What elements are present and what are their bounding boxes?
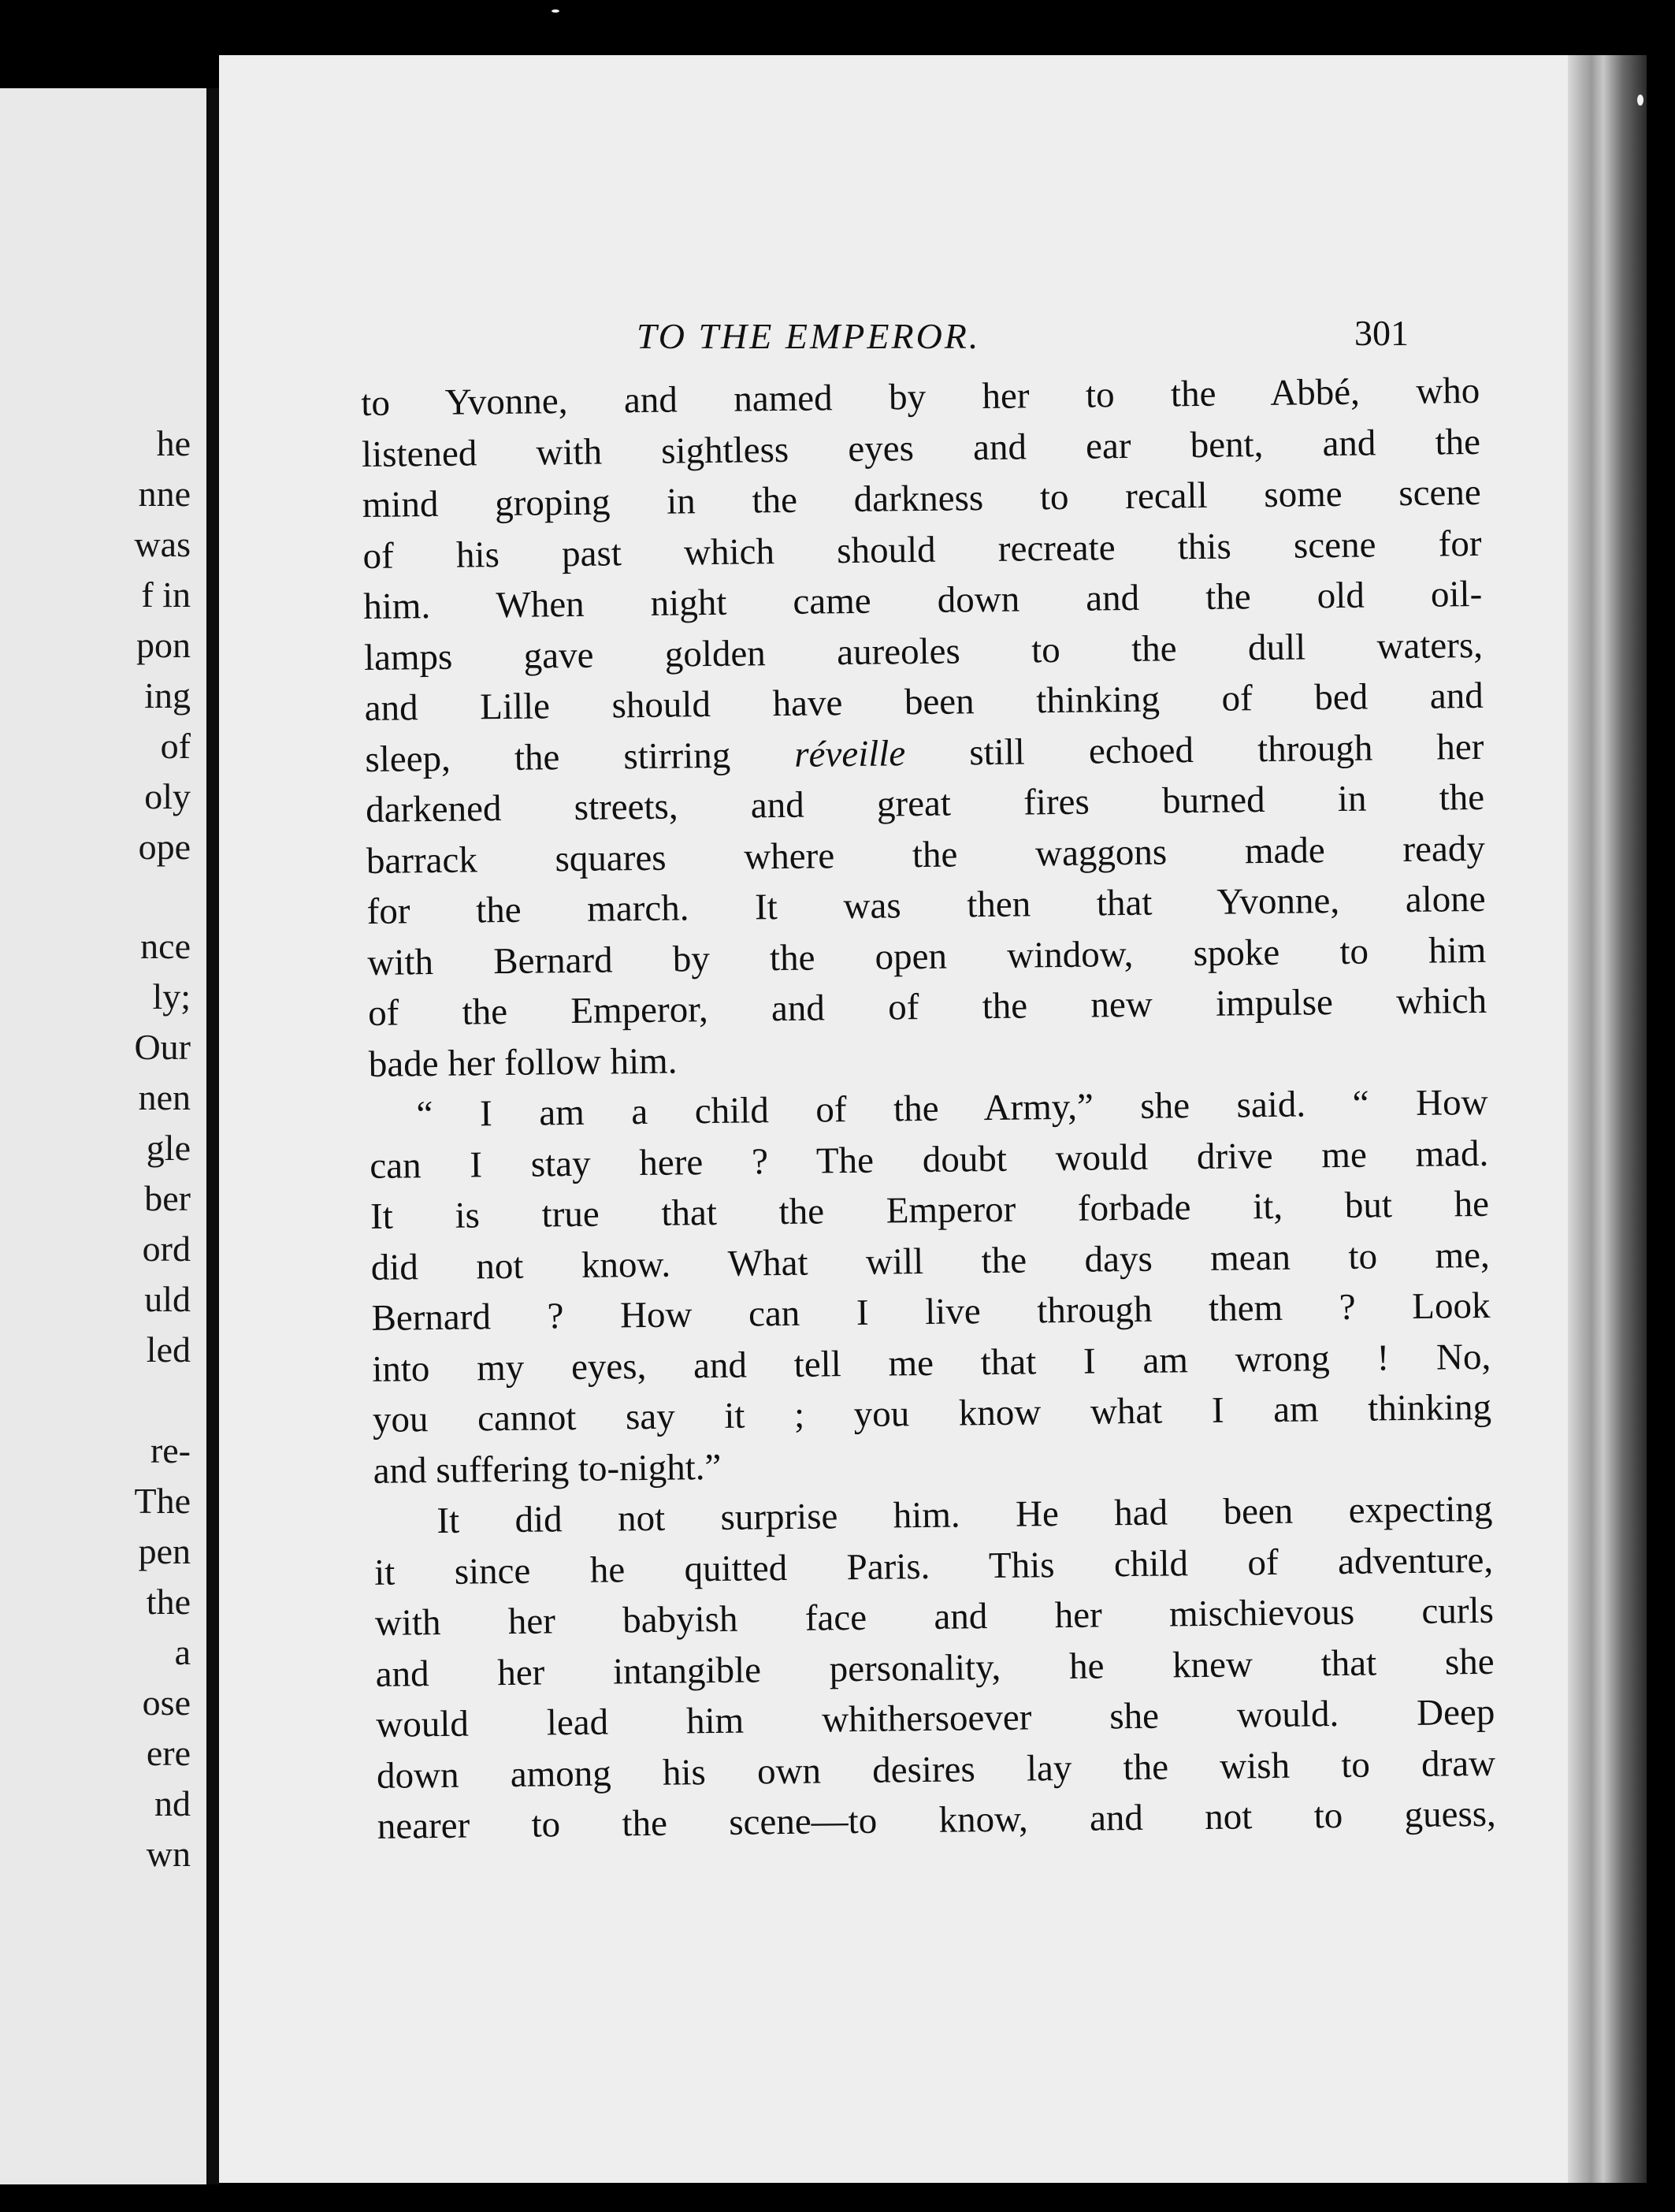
text-line: nearer to the scene—to know, and not to guess, <box>377 1793 1497 1847</box>
left-fragment: nd <box>154 1783 191 1824</box>
left-fragment: uld <box>144 1279 191 1319</box>
left-fragment: oly <box>144 776 191 816</box>
text-line: bade her follow him. <box>368 1040 678 1085</box>
text-line: would lead him whithersoever she would. Deep <box>376 1691 1495 1745</box>
text-line: with Bernard by the open window, spoke to him <box>367 929 1487 983</box>
left-fragment: ose <box>142 1682 191 1723</box>
text-line: It is true that the Emperor forbade it, but he <box>370 1183 1490 1237</box>
left-fragment: he <box>156 423 191 463</box>
text-line: and her intangible personality, he knew that she <box>375 1641 1495 1695</box>
left-fragment: Our <box>134 1027 191 1067</box>
text-line: down among his own desires lay the wish to draw <box>376 1742 1496 1797</box>
paragraph <box>361 366 1487 1090</box>
left-fragment: re- <box>150 1430 191 1470</box>
left-fragment: led <box>146 1329 191 1370</box>
text-line: can I stay here ? The doubt would drive me mad. <box>370 1132 1489 1187</box>
left-fragment: ing <box>144 675 191 716</box>
text-line: and Lille should have been thinking of bed and <box>364 675 1484 729</box>
text-line: did not know. What will the days mean to me, <box>370 1234 1491 1288</box>
left-fragment: ord <box>142 1229 191 1269</box>
left-fragment: nen <box>138 1077 191 1117</box>
text-line: mind groping in the darkness to recall some scene <box>362 471 1482 526</box>
left-fragment: ly; <box>152 976 191 1017</box>
left-fragment: a <box>174 1632 191 1672</box>
left-fragment: The <box>134 1481 191 1521</box>
text-line: for the march. It was then that Yvonne, alone <box>366 878 1486 932</box>
text-line: and suffering to-night.” <box>373 1446 722 1492</box>
text-line: darkened streets, and great fires burned in the <box>365 776 1485 831</box>
left-fragment: nne <box>138 474 191 514</box>
left-fragment: the <box>146 1582 191 1622</box>
running-title: TO THE EMPEROR. <box>637 316 981 356</box>
text-line: you cannot say it ; you know what I am thinking <box>372 1386 1492 1441</box>
left-fragment: pen <box>138 1531 191 1571</box>
text-line: lamps gave golden aureoles to the dull waters, <box>363 624 1484 678</box>
left-fragment: was <box>134 524 191 564</box>
running-head <box>377 315 1409 370</box>
text-line: listened with sightless eyes and ear bent, and the <box>361 421 1481 475</box>
text-line: into my eyes, and tell me that I am wrong ! No, <box>371 1336 1491 1390</box>
text-line: It did not surprise him. He had been expecting <box>436 1488 1493 1541</box>
paragraph <box>369 1077 1492 1496</box>
scan-speck <box>1637 95 1643 106</box>
left-fragment: pon <box>136 625 191 665</box>
left-fragment: ber <box>144 1178 191 1218</box>
right-page <box>219 55 1568 2183</box>
text-line: him. When night came down and the old oil- <box>362 573 1483 627</box>
scan-speck <box>552 9 559 13</box>
left-fragment: wn <box>146 1834 191 1874</box>
text-line: with her babyish face and her mischievous curls <box>374 1589 1495 1644</box>
page-edge <box>1568 55 1647 2183</box>
book-gutter <box>206 88 219 2184</box>
paragraph <box>373 1484 1496 1853</box>
text-line: Bernard ? How can I live through them ? Look <box>371 1284 1491 1339</box>
text-line: “ I am a child of the Army,” she said. “ How <box>416 1081 1488 1136</box>
left-fragment: f in <box>141 574 191 615</box>
left-fragment: gle <box>146 1128 191 1168</box>
left-facing-page <box>0 88 206 2184</box>
left-fragment: ope <box>138 827 191 867</box>
body-text <box>361 366 1496 1852</box>
text-line: of the Emperor, and of the new impulse which <box>367 980 1487 1034</box>
page-number: 301 <box>1354 313 1409 353</box>
left-fragment: ere <box>146 1733 191 1773</box>
text-line: sleep, the stirring réveille still echoed through her <box>365 726 1484 780</box>
text-line: to Yvonne, and named by her to the Abbé, who <box>361 370 1480 424</box>
text-line: of his past which should recreate this scene for <box>362 522 1482 577</box>
text-line: it since he quitted Paris. This child of adventure, <box>373 1539 1494 1593</box>
left-fragment: of <box>160 726 191 766</box>
text-line: barrack squares where the waggons made ready <box>366 827 1486 882</box>
left-fragment: nce <box>140 926 191 966</box>
